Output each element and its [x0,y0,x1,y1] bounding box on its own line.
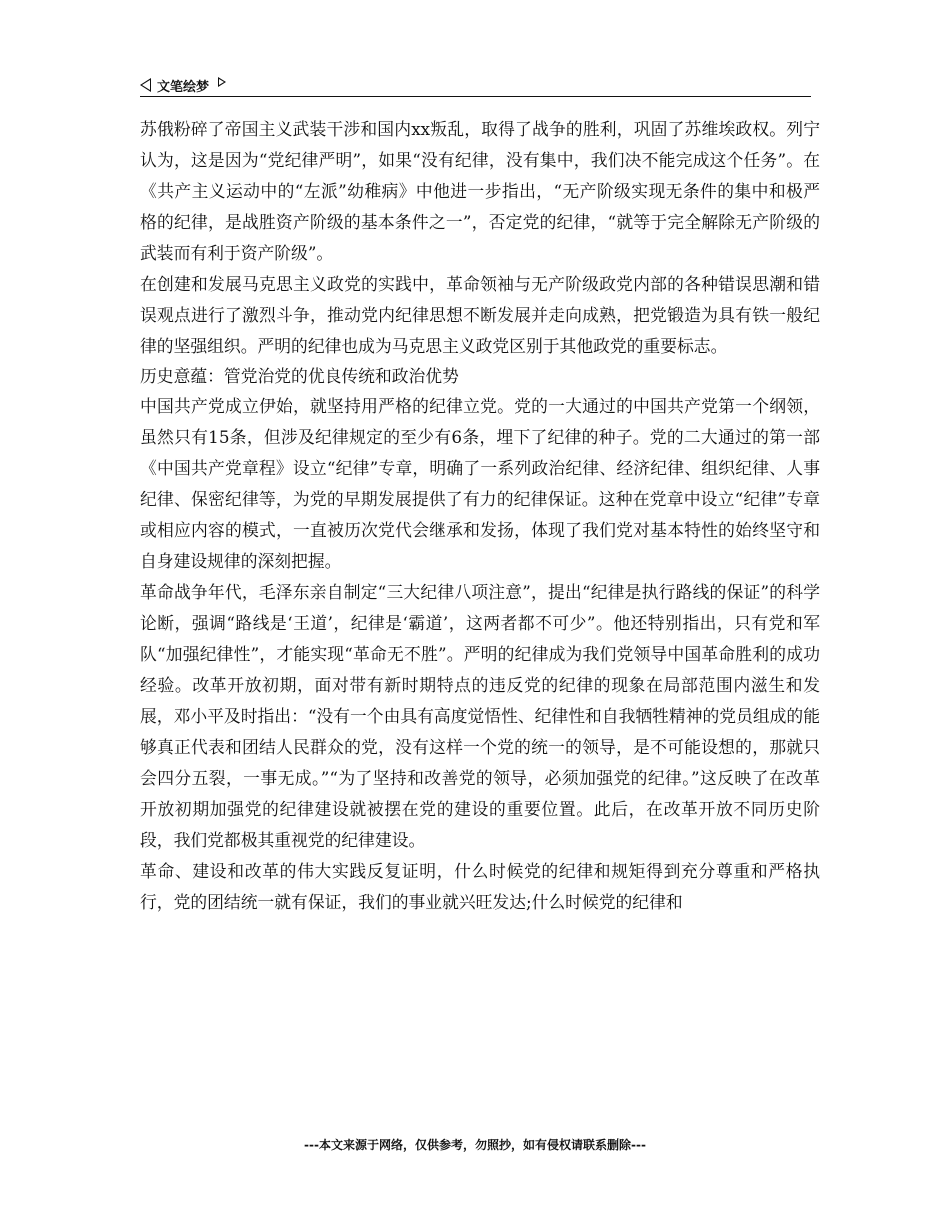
section-heading: 历史意蕴：管党治党的优良传统和政治优势 [140,366,459,386]
triangle-right-icon [218,77,226,87]
paragraph: 革命战争年代，毛泽东亲自制定“三大纪律八项注意”，提出“纪律是执行路线的保证”的科学论断，强调“路线是‘王道’，纪律是‘霸道’，这两者都不可少”。他还特别指出，只有党和军队“加强纪律性”，才能实现“革命无不胜”。严明的纪律成为我们党领导中国革命胜利的成功经验。改革开放初期，面对带有新时期特点的违反党的纪律的现象在局部范围内滋生和发展，邓小平及时指出：“没有一个由具有高度觉悟性、纪律性和自我牺牲精神的党员组成的能够真正代表和团结人民群众的党，没有这样一个党的统一的领导，是不可能设想的，那就只会四分五裂，一事无成。”“为了坚持和改善党的领导，必须加强党的纪律。”这反映了在改革开放初期加强党的纪律建设就被摆在党的建设的重要位置。此后，在改革开放不同历史阶段，我们党都极其重视党的纪律建设。 [140,582,820,850]
page-footer: ---本文来源于网络，仅供参考，勿照抄，如有侵权请联系删除--- [304,1138,646,1152]
paragraph: 中国共产党成立伊始，就坚持用严格的纪律立党。党的一大通过的中国共产党第一个纲领，虽然只有15条，但涉及纪律规定的至少有6条，埋下了纪律的种子。党的二大通过的第一部《中国共产党章程》设立“纪律”专章，明确了一系列政治纪律、经济纪律、组织纪律、人事纪律、保密纪律等，为党的早期发展提供了有力的纪律保证。这种在党章中设立“纪律”专章或相应内容的模式，一直被历次党代会继承和发扬，体现了我们党对基本特性的始终坚守和自身建设规律的深刻把握。 [140,396,820,571]
triangle-left-icon [140,78,151,92]
paragraph: 在创建和发展马克思主义政党的实践中，革命领袖与无产阶级政党内部的各种错误思潮和错误观点进行了激烈斗争，推动党内纪律思想不断发展并走向成熟，把党锻造为具有铁一般纪律的坚强组织。严明的纪律也成为马克思主义政党区别于其他政党的重要标志。 [140,274,820,356]
document-body [140,114,820,918]
paragraph: 革命、建设和改革的伟大实践反复证明，什么时候党的纪律和规矩得到充分尊重和严格执行，党的团结统一就有保证，我们的事业就兴旺发达;什么时候党的纪律和 [140,861,820,912]
header-title: 文笔绘梦 [157,79,210,95]
paragraph: 苏俄粉碎了帝国主义武装干涉和国内xx叛乱，取得了战争的胜利，巩固了苏维埃政权。列宁认为，这是因为“党纪律严明”，如果“没有纪律，没有集中，我们决不能完成这个任务”。在《共产主义运动中的“左派”幼稚病》中他进一步指出，“无产阶级实现无条件的集中和极严格的纪律，是战胜资产阶级的基本条件之一”，否定党的纪律，“就等于完全解除无产阶级的武装而有利于资产阶级”。 [140,119,820,263]
page-header [140,74,811,96]
header-rule [140,96,811,97]
